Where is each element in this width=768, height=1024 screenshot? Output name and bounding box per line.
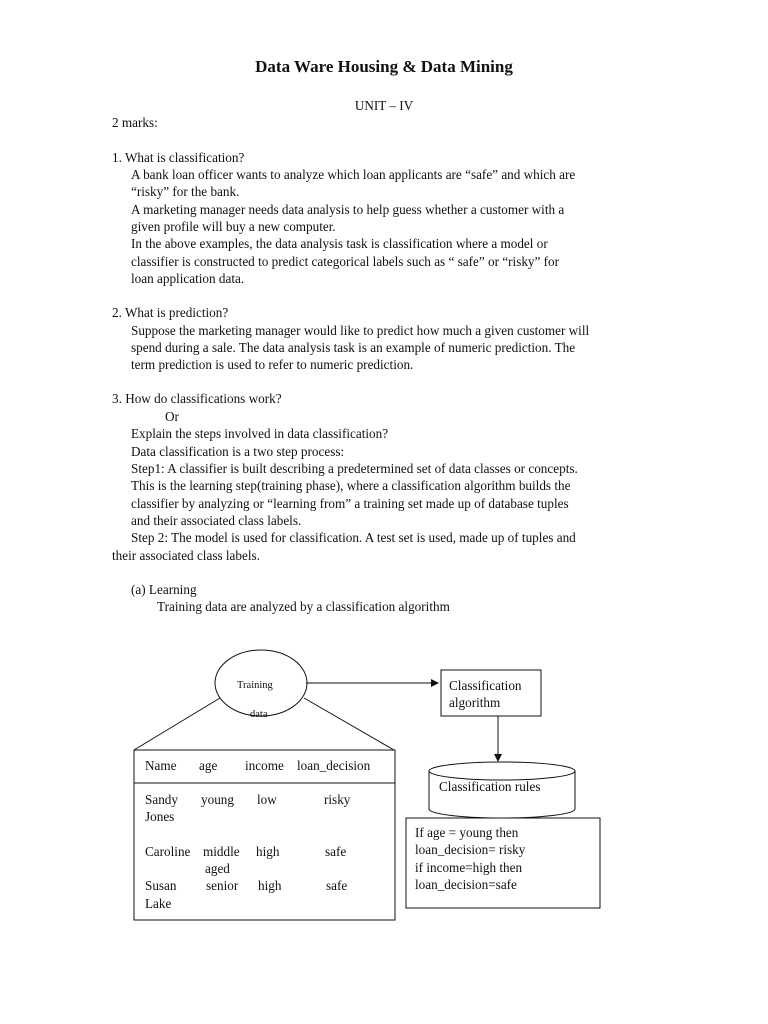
cell-decision: safe — [326, 878, 348, 893]
header-loan-decision: loan_decision — [297, 758, 371, 773]
unit-label: UNIT – IV — [354, 98, 414, 113]
cell-income: high — [256, 844, 280, 859]
q1-line: In the above examples, the data analysis task is classification where a model or — [131, 236, 548, 251]
rule-line: loan_decision=safe — [415, 877, 517, 892]
cell-age: aged — [205, 861, 230, 876]
page-title: Data Ware Housing & Data Mining — [255, 57, 513, 76]
q2-line: term prediction is used to refer to numeric prediction. — [131, 357, 414, 372]
or-label: Or — [165, 409, 179, 424]
marks-label: 2 marks: — [112, 115, 158, 130]
training-table-box — [134, 750, 395, 920]
q2-line: Suppose the marketing manager would like to predict how much a given customer will — [131, 323, 590, 338]
question-1-heading: 1. What is classification? — [112, 150, 245, 165]
q1-line: loan application data. — [131, 271, 245, 286]
cell-name: Sandy — [145, 792, 178, 807]
question-2-heading: 2. What is prediction? — [112, 305, 229, 320]
q3-line: Step1: A classifier is built describing a predetermined set of data classes or concepts. — [131, 461, 578, 476]
cell-name: Lake — [145, 896, 172, 911]
rule-line: loan_decision= risky — [415, 842, 526, 857]
q3-line: classifier by analyzing or “learning from” a training set made up of database tuples — [131, 496, 569, 511]
cell-decision: risky — [324, 792, 351, 807]
q3-line: Step 2: The model is used for classification. A test set is used, made up of tuples and — [131, 530, 576, 545]
header-age: age — [199, 758, 218, 773]
cell-age: middle — [203, 844, 240, 859]
rules-title: Classification rules — [439, 779, 541, 794]
cell-income: low — [257, 792, 277, 807]
q1-line: “risky” for the bank. — [131, 184, 240, 199]
cell-name: Caroline — [145, 844, 191, 859]
cell-age: senior — [206, 878, 239, 893]
rule-line: if income=high then — [415, 860, 523, 875]
connector-right — [304, 698, 394, 750]
cell-decision: safe — [325, 844, 347, 859]
q3-line: This is the learning step(training phase), where a classification algorithm builds the — [131, 478, 571, 493]
learning-label: (a) Learning — [131, 582, 197, 597]
q1-line: given profile will buy a new computer. — [131, 219, 336, 234]
q1-line: classifier is constructed to predict categorical labels such as “ safe” or “risky” for — [131, 254, 560, 269]
algorithm-label-line1: Classification — [449, 678, 522, 693]
data-label: data — [250, 709, 268, 720]
header-name: Name — [145, 758, 177, 773]
algorithm-label-line2: algorithm — [449, 695, 501, 710]
cell-name: Jones — [145, 809, 175, 824]
q1-line: A bank loan officer wants to analyze which loan applicants are “safe” and which are — [131, 167, 576, 182]
cell-name: Susan — [145, 878, 177, 893]
question-3-heading: 3. How do classifications work? — [112, 391, 282, 406]
cell-income: high — [258, 878, 282, 893]
q2-line: spend during a sale. The data analysis task is an example of numeric prediction. The — [131, 340, 576, 355]
learning-description: Training data are analyzed by a classification algorithm — [157, 599, 450, 614]
training-label: Training — [237, 680, 273, 691]
q1-line: A marketing manager needs data analysis to help guess whether a customer with a — [131, 202, 565, 217]
connector-left — [134, 698, 220, 750]
q3-line: their associated class labels. — [112, 548, 260, 563]
q3-line: Explain the steps involved in data classification? — [131, 426, 389, 441]
q3-line: Data classification is a two step process: — [131, 444, 345, 459]
cell-age: young — [201, 792, 234, 807]
q3-line: and their associated class labels. — [131, 513, 302, 528]
header-income: income — [245, 758, 284, 773]
rule-line: If age = young then — [415, 825, 519, 840]
